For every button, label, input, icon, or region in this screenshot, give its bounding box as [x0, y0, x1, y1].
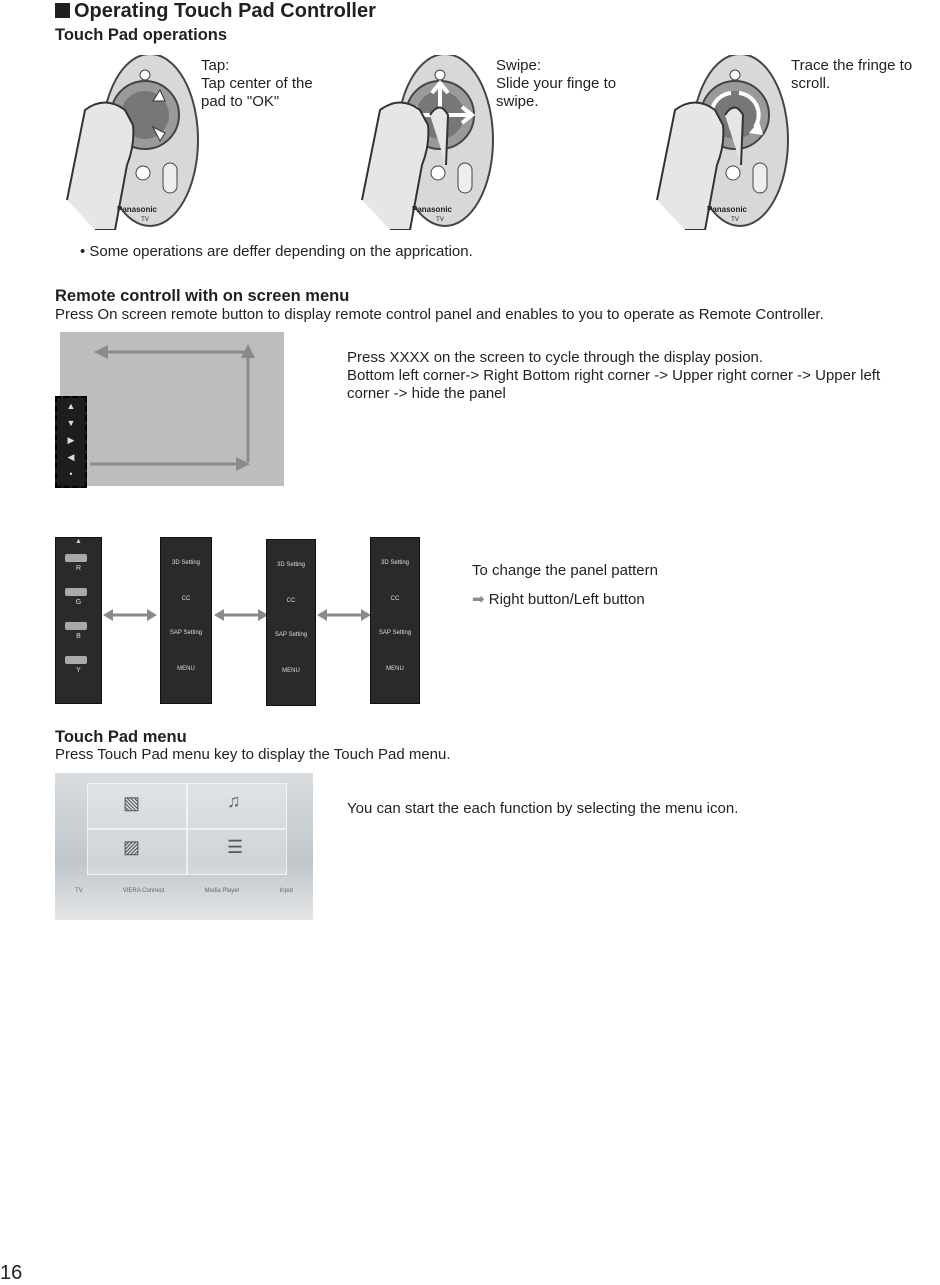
svg-text:TV: TV: [436, 217, 444, 223]
remote-trace-illustration: [655, 55, 805, 230]
svg-text:TV: TV: [141, 217, 149, 223]
stack-icon: ☰: [227, 837, 244, 857]
touch-pad-operations-heading: Touch Pad operations: [55, 26, 228, 44]
square-bullet-icon: [55, 3, 70, 18]
tap-description: Tap: Tap center of the pad to "OK": [201, 57, 313, 110]
panel-pattern-setting-2: 3D Setting CC SAP Setting MENU: [266, 539, 316, 706]
swipe-description: Swipe: Slide your finge to swipe.: [496, 57, 617, 110]
panel-pattern-buttons: ➡ Right button/Left button: [472, 591, 645, 608]
touch-pad-menu-intro: Press Touch Pad menu key to display the Touch Pad menu.: [55, 746, 451, 763]
panel-pattern-setting-1: 3D Setting CC SAP Setting MENU: [160, 537, 212, 704]
svg-text:TV: TV: [731, 217, 739, 223]
photos-icon: ▧: [123, 793, 141, 813]
menu-item-media-player: Media Player: [204, 888, 240, 894]
videos-icon: ▨: [123, 837, 141, 857]
screen-position-illustration: [60, 332, 284, 486]
bullet-icon: •: [80, 243, 90, 260]
right-arrow-icon: ➡: [472, 591, 489, 608]
panel-pattern-color: ▲ R G B Y: [55, 537, 102, 704]
touch-pad-menu-screenshot: [55, 773, 313, 920]
double-arrow-icon: [103, 607, 157, 623]
remote-panel-mini: ▲ ▼ ▶ ◀ •: [55, 396, 87, 488]
operations-note: • Some operations are deffer depending on the apprication.: [80, 243, 473, 260]
brand-logo-text: Panasonic: [116, 205, 158, 214]
remote-tap-illustration: [65, 55, 215, 230]
touch-pad-menu-description: You can start the each function by selecting the menu icon.: [347, 800, 739, 817]
double-arrow-icon: [214, 607, 268, 623]
panel-pattern-setting-3: 3D Setting CC SAP Setting MENU: [370, 537, 420, 704]
panel-pattern-label: To change the panel pattern: [472, 562, 658, 579]
svg-text:Panasonic: Panasonic: [706, 205, 748, 214]
page-title: Operating Touch Pad Controller: [55, 0, 376, 23]
double-arrow-icon: [317, 607, 371, 623]
remote-menu-intro: Press On screen remote button to display remote control panel and enables to you to operate as Remote Controller.: [55, 306, 824, 323]
menu-item-viera-connect: VIERA Connect: [122, 888, 165, 894]
svg-text:Panasonic: Panasonic: [411, 205, 453, 214]
music-icon: ♫: [227, 791, 241, 811]
touch-pad-menu-heading: Touch Pad menu: [55, 728, 187, 746]
page-number: 16: [0, 1262, 23, 1284]
menu-item-tv: TV: [75, 888, 83, 894]
remote-menu-description: Press XXXX on the screen to cycle through the display posion. Bottom left corner-> Right Bottom right corner -> Upper right corner -> Upper left corner -> hide the panel: [347, 349, 881, 402]
remote-menu-heading: Remote controll with on screen menu: [55, 287, 350, 305]
remote-swipe-illustration: [360, 55, 510, 230]
trace-description: Trace the fringe to scroll.: [791, 57, 913, 92]
menu-item-input: Input: [279, 888, 293, 894]
cycle-arrows-icon: [60, 332, 284, 486]
